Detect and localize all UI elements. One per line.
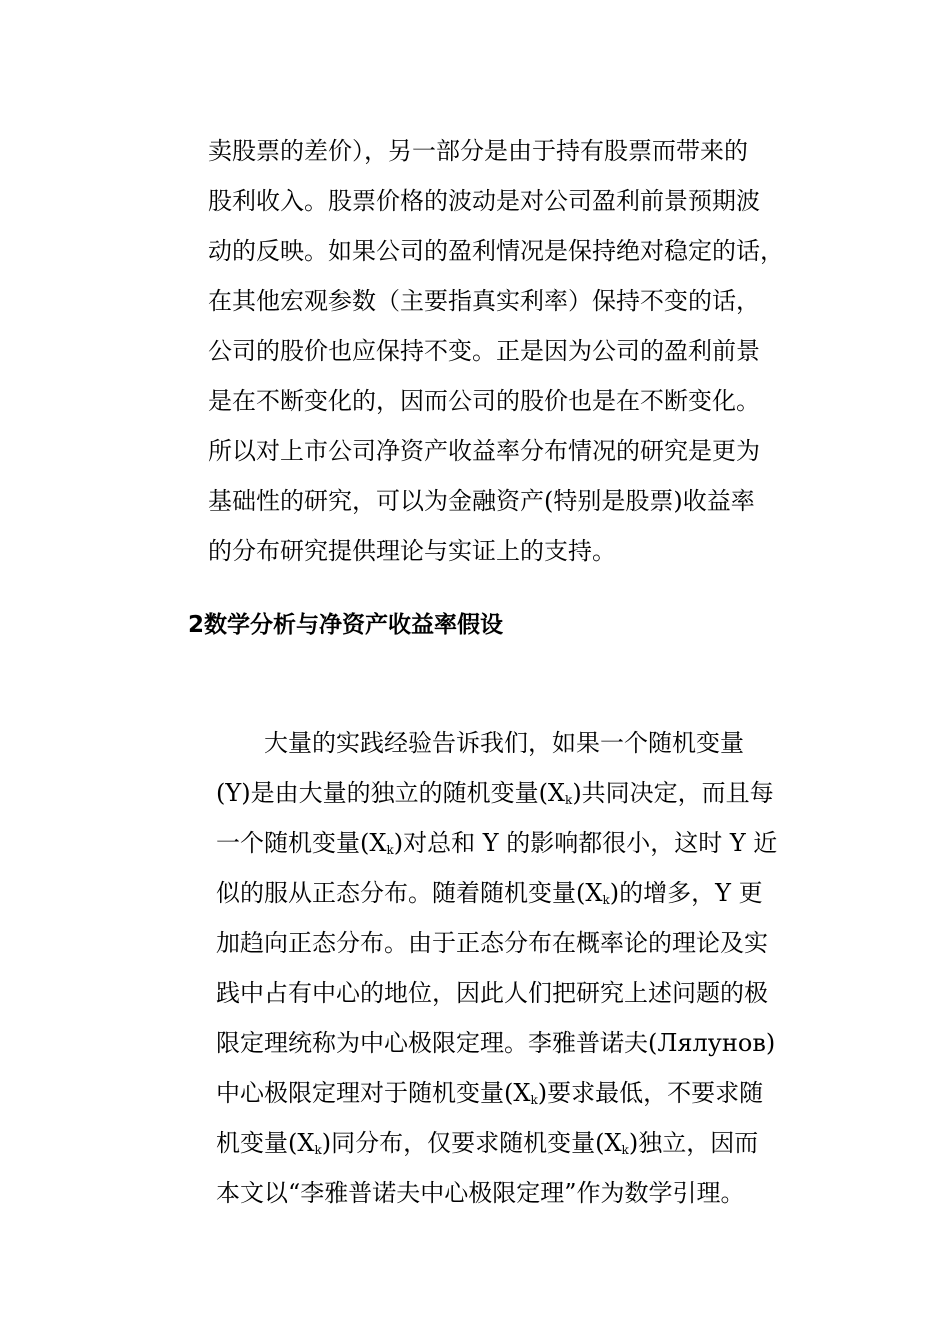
text-line xyxy=(216,1128,758,1158)
text-segment: )同分布，仅要求随机变量(X xyxy=(321,1129,622,1157)
subscript-k: k xyxy=(314,1143,322,1157)
text-line: 是在不断变化的，因而公司的股价也是在不断变化。 xyxy=(208,387,760,415)
text-line: 基础性的研究，可以为金融资产(特别是股票)收益率 xyxy=(208,487,755,515)
text-line xyxy=(216,828,777,858)
text-line: 股利收入。股票价格的波动是对公司盈利前景预期波 xyxy=(208,187,760,215)
text-line: 的分布研究提供理论与实证上的支持。 xyxy=(208,537,616,565)
text-line: 践中占有中心的地位，因此人们把研究上述问题的极 xyxy=(216,979,768,1007)
subscript-k: k xyxy=(602,893,610,907)
text-line: 卖股票的差价），另一部分是由于持有股票而带来的 xyxy=(208,137,748,165)
section-heading: 2数学分析与净资产收益率假设 xyxy=(188,612,504,638)
text-segment: )的增多，Y 更 xyxy=(609,879,763,907)
text-line: 限定理统称为中心极限定理。李雅普诺夫(Лялунов) xyxy=(216,1029,776,1057)
text-segment: )对总和 Y 的影响都很小，这时 Y 近 xyxy=(393,829,778,857)
subscript-k: k xyxy=(565,793,573,807)
text-line: 本文以“李雅普诺夫中心极限定理”作为数学引理。 xyxy=(216,1179,745,1207)
text-segment: 似的服从正态分布。随着随机变量(X xyxy=(216,879,603,907)
text-segment: )独立，因而 xyxy=(628,1129,759,1157)
text-line: 所以对上市公司净资产收益率分布情况的研究是更为 xyxy=(208,437,760,465)
text-line: 加趋向正态分布。由于正态分布在概率论的理论及实 xyxy=(216,929,768,957)
text-segment: (Y)是由大量的独立的随机变量(X xyxy=(216,779,566,807)
text-line: 动的反映。如果公司的盈利情况是保持绝对稳定的话， xyxy=(208,237,784,265)
text-line: 公司的股价也应保持不变。正是因为公司的盈利前景 xyxy=(208,337,760,365)
text-segment: )共同决定，而且每 xyxy=(572,779,774,807)
text-line xyxy=(216,878,763,908)
text-segment: 中心极限定理对于随机变量(X xyxy=(216,1079,531,1107)
subscript-k: k xyxy=(530,1093,538,1107)
text-segment: )要求最低，不要求随 xyxy=(537,1079,764,1107)
text-segment: 一个随机变量(X xyxy=(216,829,387,857)
text-segment: 机变量(X xyxy=(216,1129,315,1157)
subscript-k: k xyxy=(386,843,394,857)
text-line xyxy=(216,1078,763,1108)
text-line: 在其他宏观参数（主要指真实利率）保持不变的话， xyxy=(208,287,760,315)
text-line: 大量的实践经验告诉我们，如果一个随机变量 xyxy=(216,729,744,757)
subscript-k: k xyxy=(621,1143,629,1157)
text-line xyxy=(216,778,774,808)
